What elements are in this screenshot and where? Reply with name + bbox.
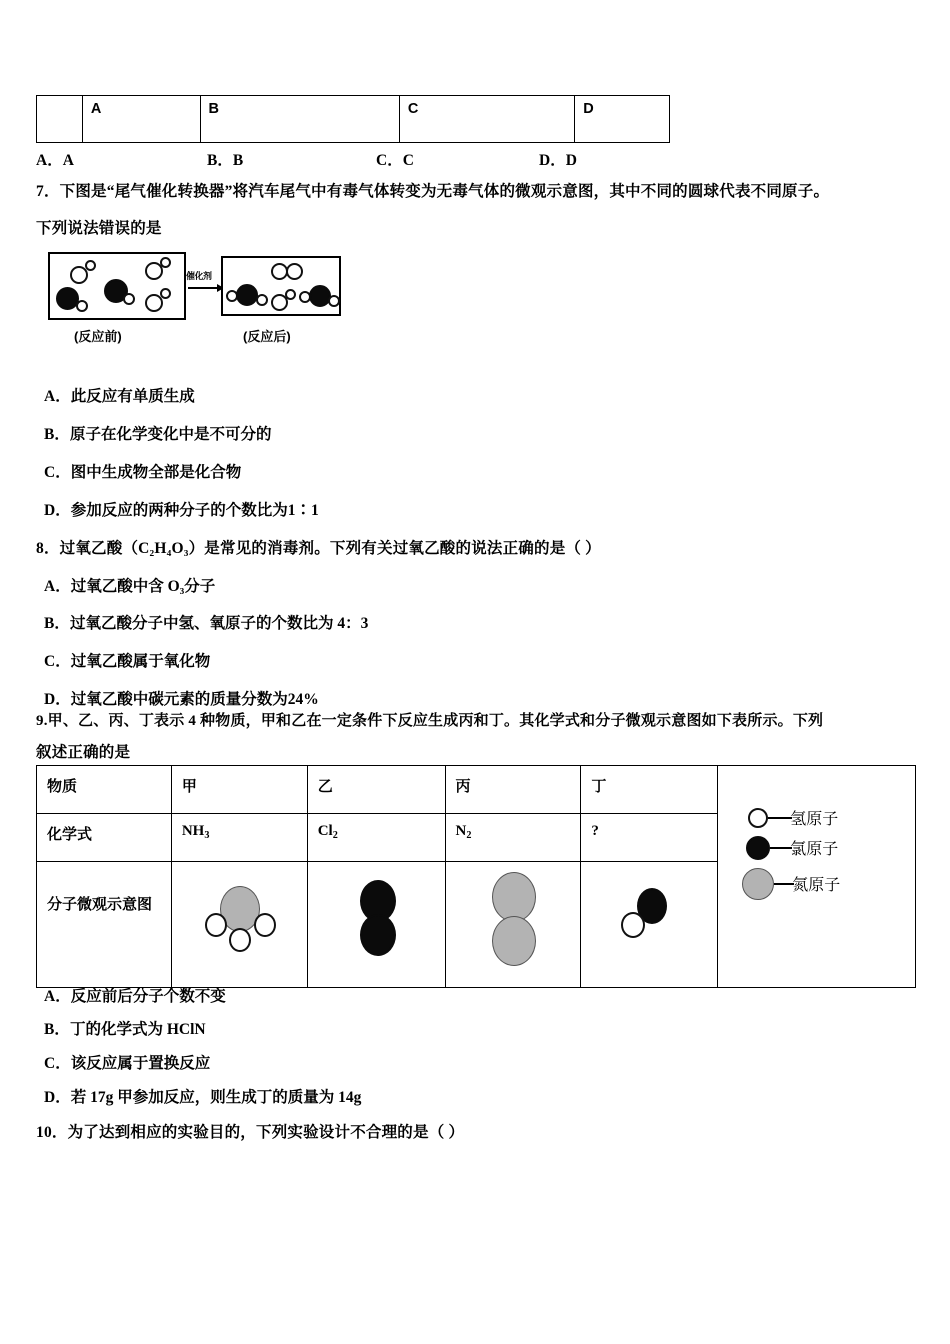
question-9-option-b-label: B． (44, 1021, 70, 1038)
legend-label-hydrogen: 氢原子 (790, 811, 839, 828)
question-10-stem-text: 为了达到相应的实验目的，下列实验设计不合理的是（ ） (67, 1124, 465, 1141)
hydrogen-atom (621, 912, 645, 938)
question-8-option-b-label: B． (44, 615, 70, 632)
answer-option-b-text: B (232, 152, 244, 169)
formula-sub: 2 (332, 829, 338, 841)
table-cell-c: C (400, 96, 575, 142)
question-7-option-c[interactable] (44, 464, 241, 483)
cell-substance-yi: 乙 (307, 766, 445, 814)
answer-option-b-label: B． (207, 152, 233, 169)
chlorine-atom (360, 914, 396, 956)
carbon-atom (236, 284, 258, 306)
question-9-option-d[interactable] (44, 1089, 361, 1108)
question-7-option-b-text: 原子在化学变化中是不可分的 (70, 426, 272, 443)
question-7-option-b[interactable] (44, 426, 272, 445)
question-10-stem (36, 1124, 464, 1143)
caption-after-reaction: (反应后) (243, 329, 291, 344)
question-8-option-c-text: 过氧乙酸属于氧化物 (70, 653, 211, 670)
option-image-table (36, 95, 670, 143)
row-header-molecule-diagram (37, 862, 172, 988)
answer-option-a-label: A． (36, 152, 63, 169)
legend-connector-line (774, 883, 794, 885)
question-9-number: 9. (36, 713, 48, 729)
question-9-option-d-text: 若 17g 甲参加反应，则生成丁的质量为 14g (70, 1089, 362, 1106)
hydrogen-atom-icon (748, 808, 768, 828)
oxygen-atom (285, 289, 296, 300)
reaction-after-box (221, 256, 341, 316)
row-header-formula: 化学式 (37, 814, 172, 862)
formula-main: NH (181, 823, 205, 839)
table-cell-a: A (83, 96, 201, 142)
cell-molecule-jia (171, 862, 307, 988)
answer-option-c[interactable] (376, 148, 414, 170)
nitrogen-atom-icon (742, 868, 774, 900)
molecule-nh3 (172, 862, 307, 987)
cell-formula-bing (445, 814, 581, 862)
question-7-option-a[interactable] (44, 388, 195, 407)
answer-option-c-label: C． (376, 152, 403, 169)
legend-label-chlorine: 氯原子 (790, 841, 839, 858)
cell-substance-jia: 甲 (171, 766, 307, 814)
question-7-option-c-text: 图中生成物全部是化合物 (70, 464, 242, 481)
atom-legend (718, 766, 916, 988)
oxygen-atom (160, 257, 171, 268)
caption-before-reaction: (反应前) (74, 329, 122, 344)
question-8-number: 8． (36, 540, 60, 557)
question-7-option-a-text: 此反应有单质生成 (70, 388, 195, 405)
answer-option-a[interactable] (36, 148, 74, 170)
question-8-option-d[interactable] (44, 691, 319, 710)
nitrogen-atom (492, 872, 536, 922)
question-8-option-d-label: D． (44, 691, 71, 708)
question-8-option-c[interactable] (44, 653, 210, 672)
answer-option-d[interactable] (539, 148, 577, 170)
substance-comparison-table (36, 765, 916, 988)
question-7-option-d[interactable] (44, 502, 319, 521)
question-8-option-a-text: 过氧乙酸中含 O₃分子 (70, 578, 216, 595)
formula-sub: 2 (466, 829, 472, 841)
oxygen-atom (76, 300, 88, 312)
question-7-stem-line1 (36, 183, 829, 202)
question-9-option-a-label: A． (44, 988, 71, 1005)
oxygen-atom (256, 294, 268, 306)
question-9-option-c-text: 该反应属于置换反应 (70, 1055, 211, 1072)
question-8-option-a-label: A． (44, 578, 71, 595)
hydrogen-atom (205, 913, 227, 937)
q7-reaction-diagram (48, 252, 348, 352)
table-cell-d: D (583, 101, 594, 117)
question-9-stem-line2: 叙述正确的是 (36, 744, 131, 761)
legend-connector-line (770, 847, 792, 849)
molecule-cl2 (308, 862, 445, 987)
row-header-molecule-diagram-text: 分子微观示意图 (47, 897, 153, 913)
formula-main: Cl (317, 823, 333, 839)
cell-molecule-bing (445, 862, 581, 988)
table-cell-blank (37, 96, 83, 142)
question-8-option-b[interactable] (44, 615, 368, 634)
cell-molecule-yi (307, 862, 445, 988)
question-9-option-b-text: 丁的化学式为 HClN (70, 1021, 206, 1038)
oxygen-atom (328, 295, 340, 307)
formula-main: N (455, 823, 467, 839)
question-7-number: 7． (36, 183, 60, 200)
question-7-option-a-label: A． (44, 388, 71, 405)
question-9-stem-line1 (36, 712, 823, 730)
question-8-stem (36, 540, 601, 559)
question-8-option-c-label: C． (44, 653, 71, 670)
question-7-stem-text1: 下图是“尾气催化转换器”将汽车尾气中有毒气体转变为无毒气体的微观示意图，其中不同的圆球代表不同原子。 (59, 183, 830, 200)
answer-option-a-text: A (62, 152, 74, 169)
answer-option-d-text: D (565, 152, 577, 169)
question-9-option-d-label: D． (44, 1089, 71, 1106)
cell-molecule-ding (581, 862, 718, 988)
answer-option-d-label: D． (539, 152, 566, 169)
legend-label-nitrogen: 氮原子 (792, 877, 841, 894)
answer-option-c-text: C (402, 152, 414, 169)
cell-substance-ding: 丁 (581, 766, 718, 814)
question-9-stem-text1: 甲、乙、丙、丁表示 4 种物质，甲和乙在一定条件下反应生成丙和丁。其化学式和分子微观示意图如下表所示。下列 (47, 713, 824, 729)
question-8-stem-text: 过氧乙酸（C₂H₄O₃）是常见的消毒剂。下列有关过氧乙酸的说法正确的是（ ） (59, 540, 601, 557)
question-9-option-a[interactable] (44, 988, 226, 1007)
hydrogen-atom (254, 913, 276, 937)
table-row-substance (37, 766, 916, 814)
row-header-substance: 物质 (37, 766, 172, 814)
chlorine-atom-icon (746, 836, 770, 860)
nitrogen-atom (492, 916, 536, 966)
legend-connector-line (768, 817, 792, 819)
cell-substance-bing: 丙 (445, 766, 581, 814)
question-8-option-d-text: 过氧乙酸中碳元素的质量分数为24% (70, 691, 319, 708)
hydrogen-atom (229, 928, 251, 952)
reaction-before-box (48, 252, 186, 320)
question-10-number: 10． (36, 1124, 68, 1141)
formula-main: ? (591, 823, 599, 839)
answer-option-b[interactable] (207, 148, 243, 170)
nitrogen-atom (286, 263, 303, 280)
question-9-option-b[interactable] (44, 1021, 206, 1040)
question-9-option-c-label: C． (44, 1055, 71, 1072)
top-answer-row (36, 148, 736, 172)
cell-formula-ding (581, 814, 718, 862)
oxygen-atom (123, 293, 135, 305)
oxygen-atom (85, 260, 96, 271)
question-7-stem-line2: 下列说法错误的是 (36, 220, 162, 237)
question-7-option-d-label: D． (44, 502, 71, 519)
cell-formula-yi (307, 814, 445, 862)
formula-sub: 3 (204, 829, 210, 841)
molecule-hcl (581, 862, 717, 987)
question-9-option-c[interactable] (44, 1055, 210, 1074)
question-9-option-a-text: 反应前后分子个数不变 (70, 988, 226, 1005)
question-7-option-d-text: 参加反应的两种分子的个数比为1∶1 (70, 502, 319, 519)
question-8-option-b-text: 过氧乙酸分子中氢、氧原子的个数比为 4：3 (70, 615, 369, 632)
question-8-option-a[interactable] (44, 578, 215, 597)
cell-formula-jia (171, 814, 307, 862)
reaction-arrow (188, 287, 222, 289)
question-7-option-c-label: C． (44, 464, 71, 481)
table-cell-b: B (201, 96, 400, 142)
molecule-n2 (446, 862, 581, 987)
catalyst-label: 催化剂 (186, 271, 212, 281)
oxygen-atom (160, 288, 171, 299)
question-7-option-b-label: B． (44, 426, 70, 443)
